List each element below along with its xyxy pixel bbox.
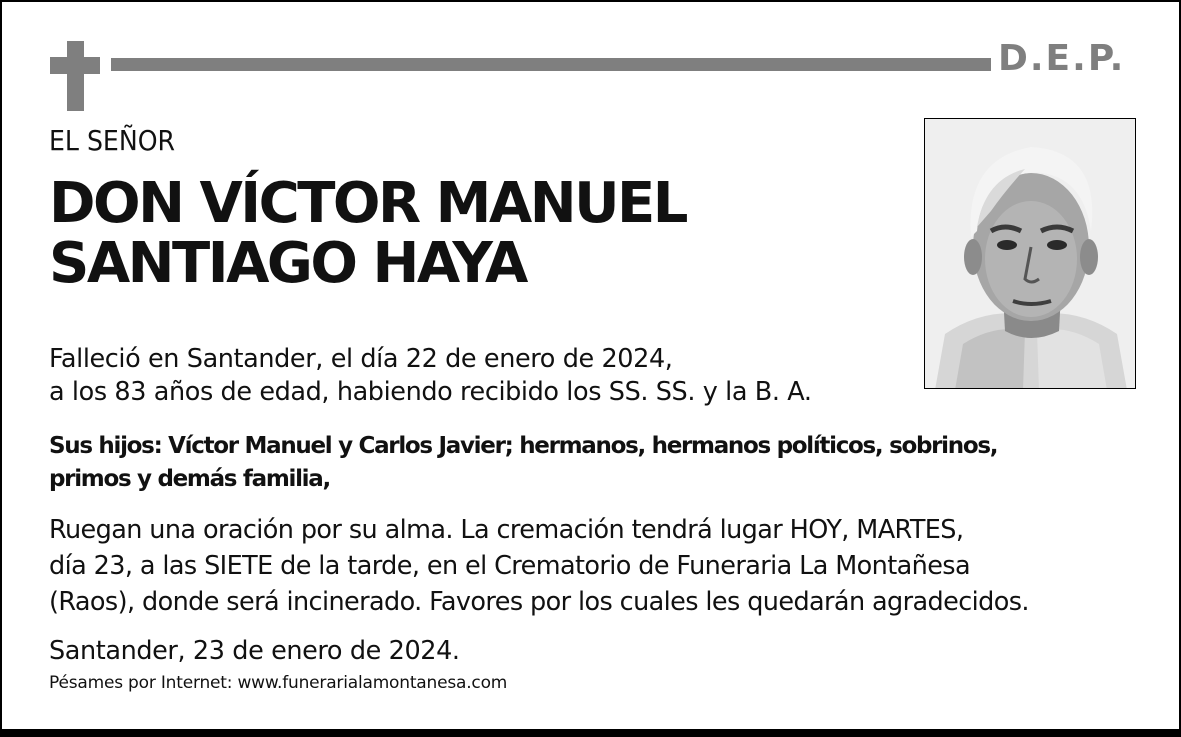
deceased-name: [49, 171, 686, 296]
name-line-1: DON VÍCTOR MANUEL: [49, 171, 686, 236]
honorific: EL SEÑOR: [49, 124, 176, 157]
family-line-2: primos y demás familia,: [49, 466, 330, 492]
condolences-website: Pésames por Internet: www.funerarialamontanesa.com: [49, 673, 508, 693]
cross-horizontal-bar: [50, 57, 100, 74]
death-line-2: a los 83 años de edad, habiendo recibido los SS. SS. y la B. A.: [49, 377, 812, 407]
family-list: [49, 430, 997, 496]
death-details: [49, 343, 812, 409]
cross-vertical-bar: [67, 41, 84, 111]
name-line-2: SANTIAGO HAYA: [49, 231, 526, 296]
ceremony-details: [49, 512, 1029, 620]
place-date: Santander, 23 de enero de 2024.: [49, 636, 460, 666]
ceremony-line-1: Ruegan una oración por su alma. La cremación tendrá lugar HOY, MARTES,: [49, 515, 964, 545]
dep-label: D.E.P.: [998, 38, 1126, 79]
family-line-1: Sus hijos: Víctor Manuel y Carlos Javier; hermanos, hermanos políticos, sobrinos,: [49, 433, 998, 459]
death-line-1: Falleció en Santander, el día 22 de enero de 2024,: [49, 344, 673, 374]
header-rule: [111, 58, 991, 71]
ceremony-line-3: (Raos), donde será incinerado. Favores por los cuales les quedarán agradecidos.: [49, 587, 1029, 617]
ceremony-line-2: día 23, a las SIETE de la tarde, en el Crematorio de Funeraria La Montañesa: [49, 551, 971, 581]
portrait-photo: [924, 118, 1136, 389]
portrait-illustration: [925, 119, 1136, 389]
